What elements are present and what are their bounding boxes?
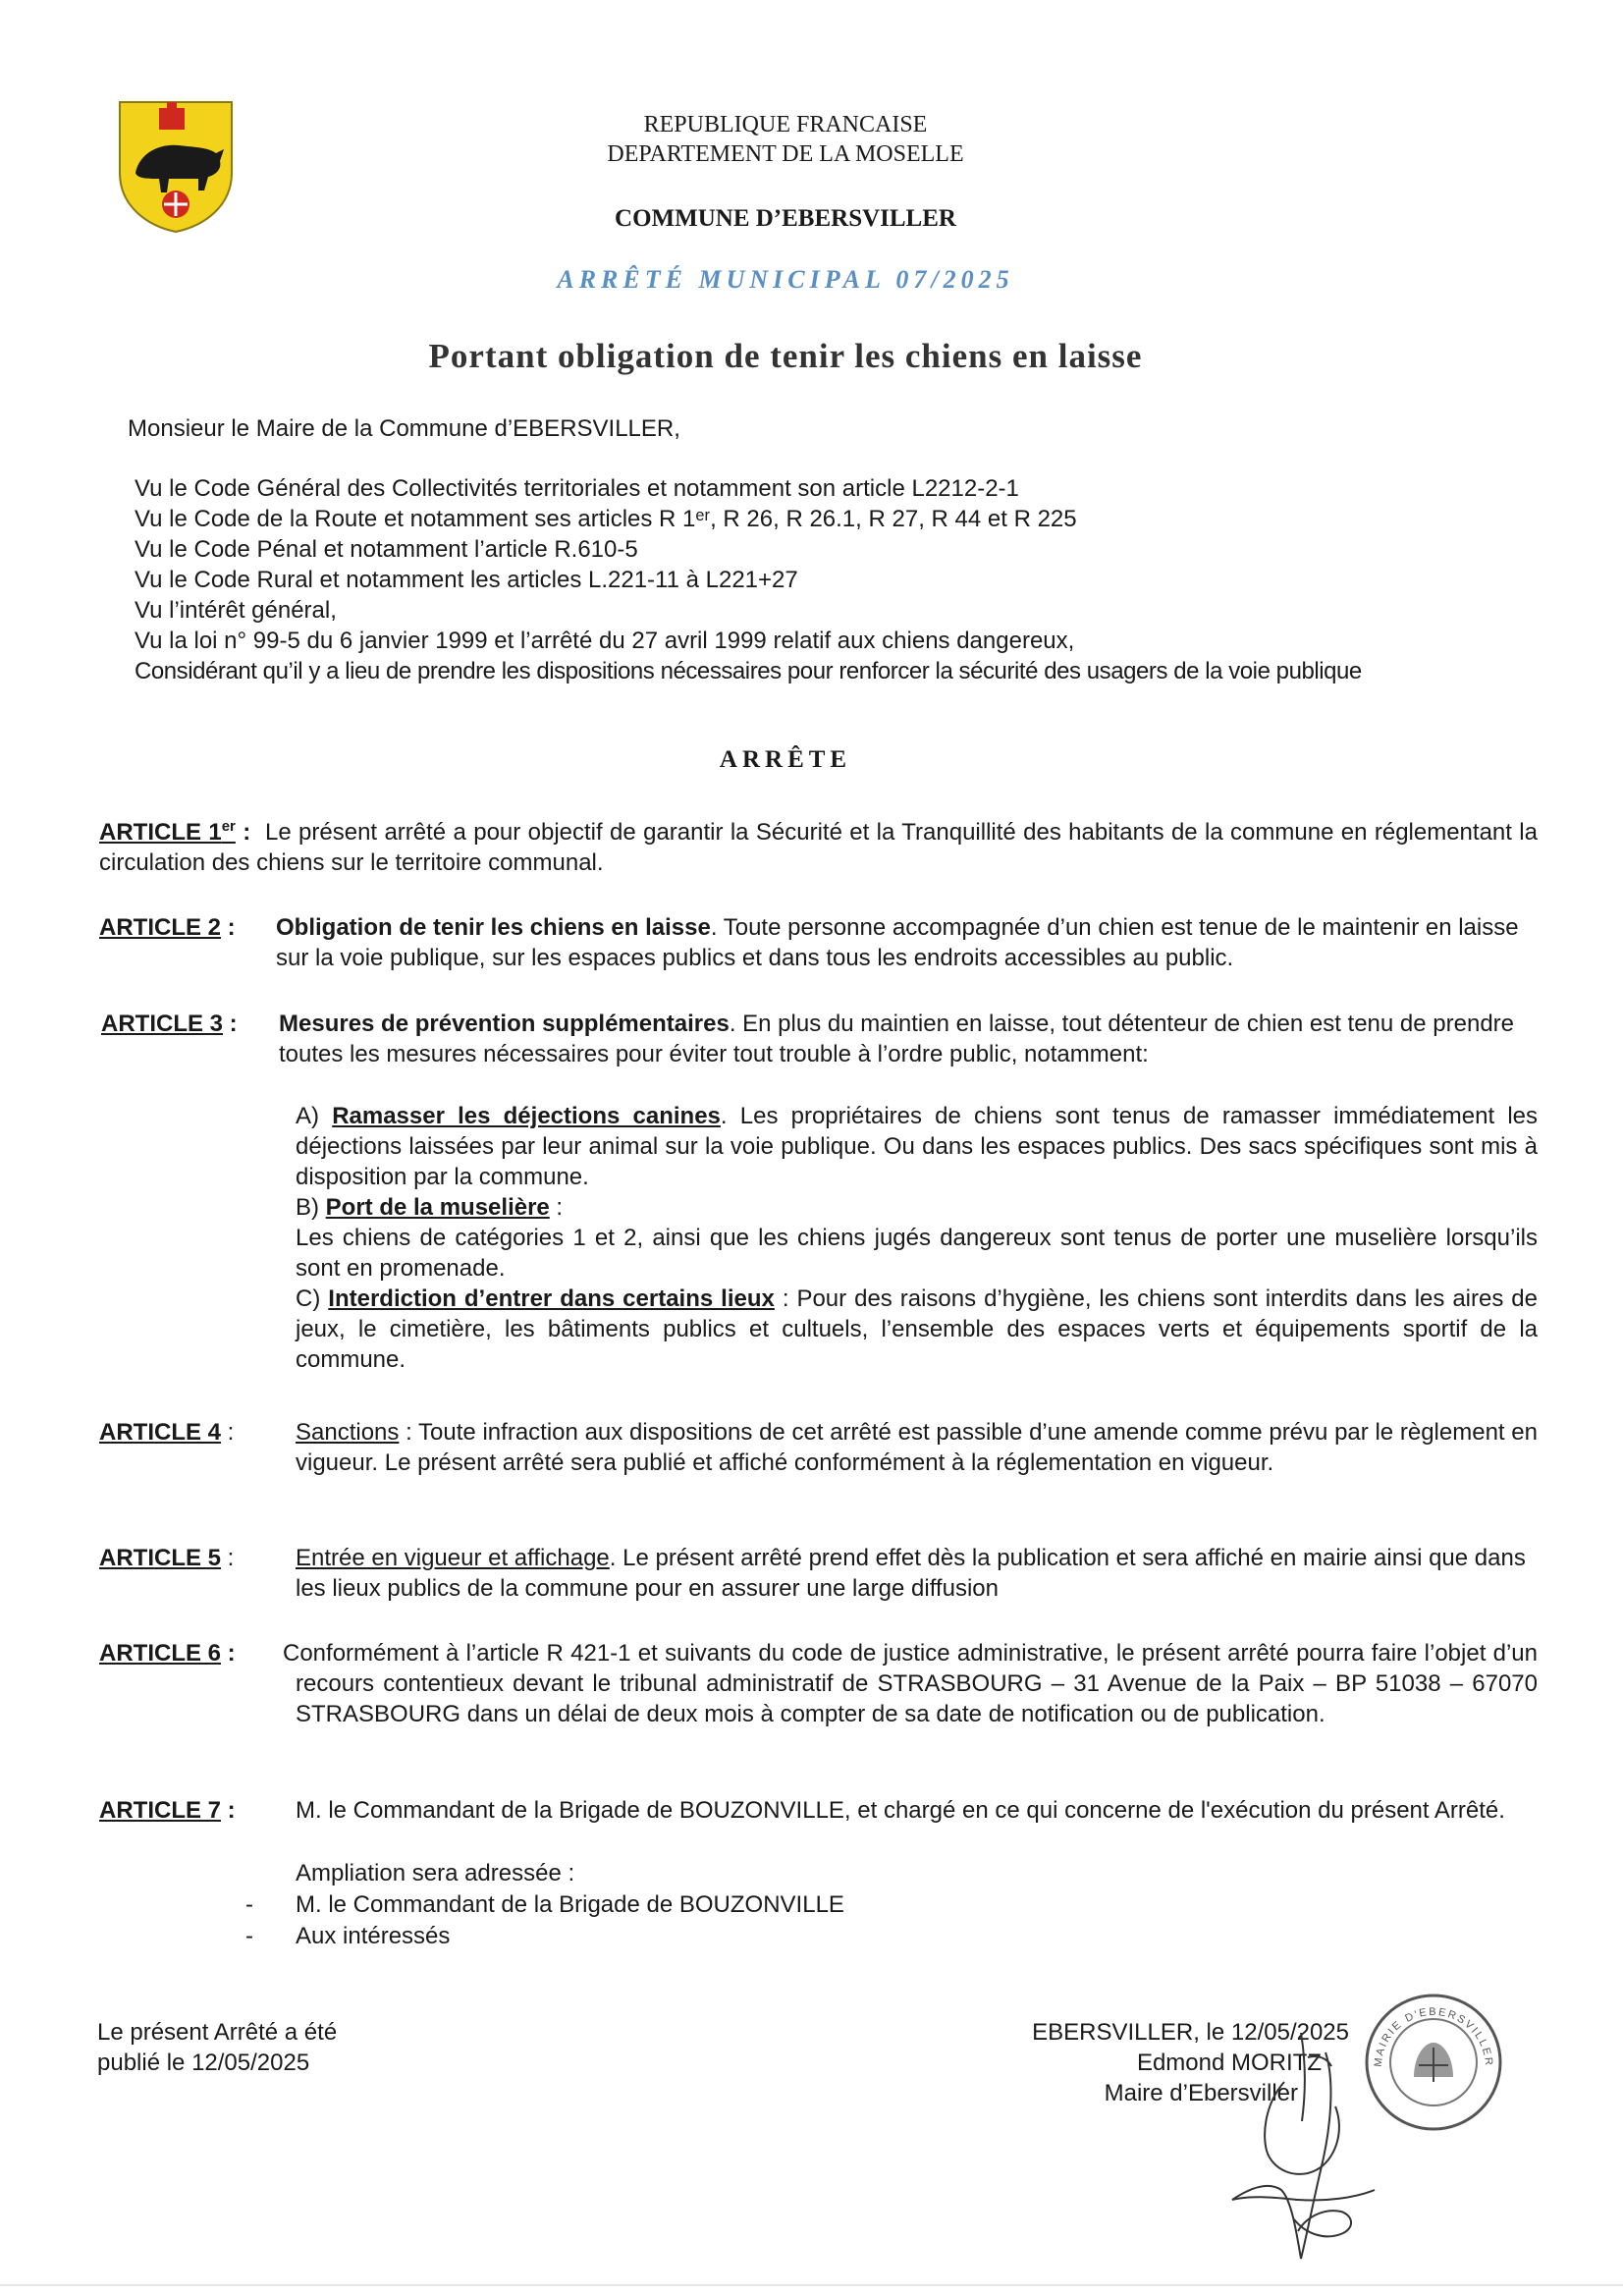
arrete-heading: ARRÊTE	[719, 746, 852, 773]
article-7-label: ARTICLE 7	[99, 1797, 222, 1824]
point-a: A) Ramasser les déjections canines. Les propriétaires de chiens sont tenus de ramasser immédiatement les déjections laissées par leur animal sur la voie publique. Ou dans les espaces publics. Des sacs spécifiques sont mis à disposition par la commune.	[296, 1103, 1539, 1190]
article-5: ARTICLE 5 : Entrée en vigueur et affichage. Le présent arrêté prend effet dès la publication et sera affiché en mairie ainsi que dans les lieux publics de la commune pour en assurer une large diffusion	[99, 1545, 1526, 1602]
article-2-label: ARTICLE 2	[99, 914, 222, 941]
mayor-name: Edmond MORITZ	[1136, 2050, 1322, 2076]
bullet-dash: -	[245, 1923, 253, 1949]
article-1-label: ARTICLE 1er	[99, 818, 236, 846]
vu-line: Vu le Code Rural et notamment les articles L.221-11 à L221+27	[135, 567, 798, 593]
ampliation: Ampliation sera adressée :	[296, 1860, 575, 1886]
mayor-title: Maire d’Ebersviller	[1104, 2080, 1298, 2106]
article-1-text: Le présent arrêté a pour objectif de garantir la Sécurité et la Tranquillité des habitants de la commune en réglementant la circulation des chiens sur le territoire communal.	[99, 819, 1538, 876]
scan-edge	[0, 2284, 1623, 2286]
published-line-2: publié le 12/05/2025	[97, 2050, 310, 2076]
article-7: ARTICLE 7 : M. le Commandant de la Brigade de BOUZONVILLE, et chargé en ce qui concerne de l'exécution du présent Arrêté.	[99, 1795, 1538, 1826]
article-2-text: . Toute personne accompagnée d’un chien est tenue de le maintenir en laisse sur la voie publique, sur les espaces publics et dans tous les endroits accessibles au public.	[276, 914, 1519, 971]
recipient-2: Aux intéressés	[296, 1923, 451, 1949]
arrete-number: ARRÊTÉ MUNICIPAL 07/2025	[557, 265, 1014, 294]
vu-line: Vu le Code Pénal et notamment l’article R.610-5	[135, 536, 638, 563]
published-line-1: Le présent Arrêté a été	[97, 2019, 338, 2046]
point-c-title: Interdiction d’entrer dans certains lieux	[328, 1285, 775, 1312]
preamble-list	[135, 473, 1548, 686]
point-b: B) Port de la muselière :	[296, 1194, 564, 1221]
recipient-1: M. le Commandant de la Brigade de BOUZONVILLE	[296, 1891, 844, 1918]
vu-line: Vu le Code Général des Collectivités territoriales et notamment son article L2212-2-1	[135, 475, 1019, 502]
article-5-text: . Le présent arrêté prend effet dès la publication et sera affiché en mairie ainsi que dans les lieux publics de la commune pour en assurer une large diffusion	[296, 1545, 1526, 1602]
article-6-text: Conformément à l’article R 421-1 et suivants du code de justice administrative, le présent arrêté pourra faire l’objet d’un recours contentieux devant le tribunal administratif de STRASBOURG – 31 Avenue de la Paix – BP 51038 – 67070 STRASBOURG dans un délai de deux mois à compter de sa date de notification ou de publication.	[283, 1640, 1538, 1727]
article-4-label: ARTICLE 4	[99, 1419, 222, 1446]
svg-text:MAIRIE D'EBERSVILLER: MAIRIE D'EBERSVILLER	[1372, 2005, 1495, 2068]
commune-heading: COMMUNE D’EBERSVILLER	[615, 205, 956, 232]
vu-line: Vu la loi n° 99-5 du 6 janvier 1999 et l’arrêté du 27 avril 1999 relatif aux chiens dangereux,	[135, 628, 1075, 654]
mairie-stamp	[1360, 1989, 1507, 2136]
article-2: ARTICLE 2 : Obligation de tenir les chiens en laisse. Toute personne accompagnée d’un chien est tenue de le maintenir en laisse sur la voie publique, sur les espaces publics et dans tous les endroits accessibles au public.	[99, 914, 1519, 971]
article-3-points	[296, 1101, 1538, 1375]
article-2-title: Obligation de tenir les chiens en laisse	[276, 914, 711, 941]
mayor-intro: Monsieur le Maire de la Commune d’EBERSVILLER,	[128, 415, 680, 442]
bullet-dash: -	[245, 1891, 253, 1918]
point-b-title: Port de la muselière	[325, 1194, 550, 1221]
point-b-text: Les chiens de catégories 1 et 2, ainsi que les chiens jugés dangereux sont tenus de porter une muselière lorsqu’ils sont en promenade.	[296, 1225, 1538, 1282]
department-heading: DEPARTEMENT DE LA MOSELLE	[607, 141, 964, 167]
article-7-text: M. le Commandant de la Brigade de BOUZONVILLE, et chargé en ce qui concerne de l'exécution du présent Arrêté.	[296, 1797, 1505, 1824]
subject-title: Portant obligation de tenir les chiens en laisse	[428, 337, 1143, 375]
article-4-title: Sanctions	[296, 1419, 400, 1446]
article-5-title: Entrée en vigueur et affichage	[296, 1545, 610, 1571]
article-4: ARTICLE 4 : Sanctions : Toute infraction aux dispositions de cet arrêté est passible d’une amende comme prévu par le règlement en vigueur. Le présent arrêté sera publié et affiché conformément à la réglementation en vigueur.	[99, 1419, 1538, 1476]
place-date: EBERSVILLER, le 12/05/2025	[1032, 2019, 1349, 2046]
point-a-title: Ramasser les déjections canines	[332, 1103, 721, 1129]
republic-heading: REPUBLIQUE FRANCAISE	[643, 112, 928, 137]
article-3: ARTICLE 3 : Mesures de prévention supplémentaires. En plus du maintien en laisse, tout détenteur de chien est tenu de prendre toutes les mesures nécessaires pour éviter tout trouble à l’ordre public, notamment:	[101, 1011, 1515, 1067]
signature	[1208, 2023, 1384, 2269]
vu-line: Vu le Code de la Route et notamment ses articles R 1ᵉʳ, R 26, R 26.1, R 27, R 44 et R 225	[135, 506, 1077, 532]
article-6-label: ARTICLE 6	[99, 1640, 222, 1667]
considerant-line: Considérant qu’il y a lieu de prendre les dispositions nécessaires pour renforcer la sécurité des usagers de la voie publique	[135, 658, 1362, 684]
article-1: ARTICLE 1er : Le présent arrêté a pour objectif de garantir la Sécurité et la Tranquillité des habitants de la commune en réglementant la circulation des chiens sur le territoire communal.	[99, 818, 1538, 876]
article-5-label: ARTICLE 5	[99, 1545, 222, 1571]
article-3-text: . En plus du maintien en laisse, tout détenteur de chien est tenu de prendre toutes les mesures nécessaires pour éviter tout trouble à l’ordre public, notamment:	[279, 1011, 1515, 1067]
article-3-label: ARTICLE 3	[101, 1011, 224, 1037]
article-3-title: Mesures de prévention supplémentaires	[279, 1011, 730, 1037]
article-4-text: : Toute infraction aux dispositions de cet arrêté est passible d’une amende comme prévu par le règlement en vigueur. Le présent arrêté sera publié et affiché conformément à la réglementation en vigueur.	[296, 1419, 1538, 1476]
point-c: C) Interdiction d’entrer dans certains lieux : Pour des raisons d’hygiène, les chiens sont interdits dans les aires de jeux, le cimetière, les bâtiments publics et cultuels, l’ensemble des espaces verts et équipements sportif de la commune.	[296, 1285, 1538, 1373]
article-6: ARTICLE 6 : Conformément à l’article R 421-1 et suivants du code de justice administrative, le présent arrêté pourra faire l’objet d’un recours contentieux devant le tribunal administratif de STRASBOURG – 31 Avenue de la Paix – BP 51038 – 67070 STRASBOURG dans un délai de deux mois à compter de sa date de notification ou de publication.	[99, 1640, 1538, 1727]
vu-line: Vu l’intérêt général,	[135, 597, 337, 624]
